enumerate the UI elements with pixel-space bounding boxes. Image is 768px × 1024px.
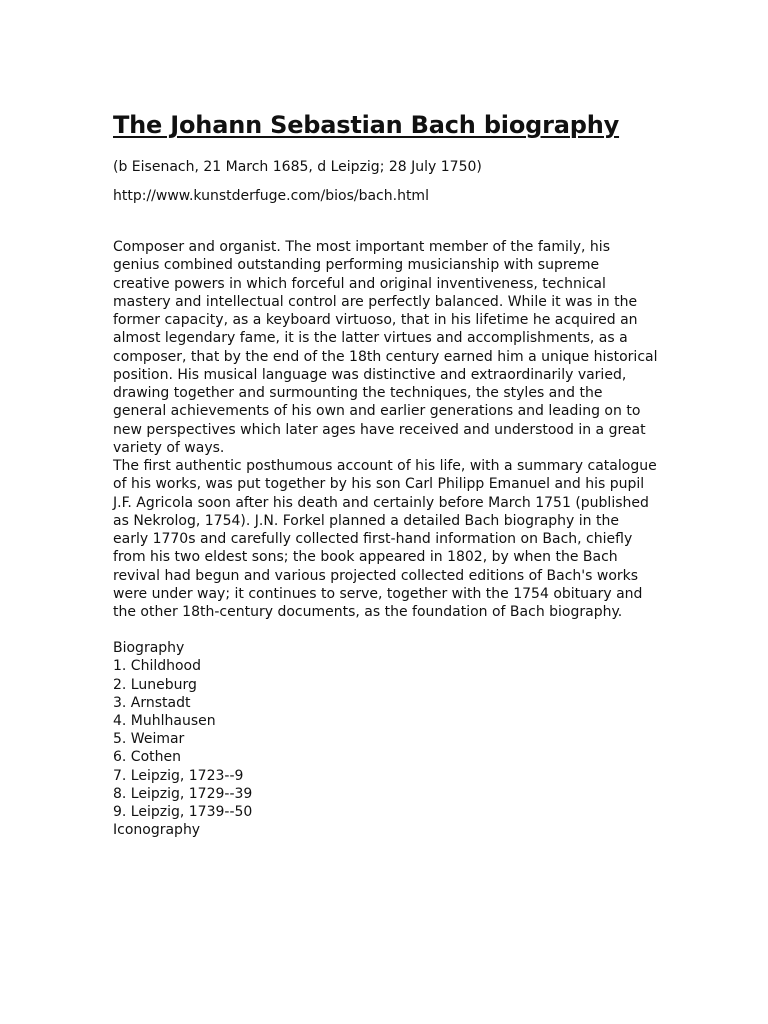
- toc-item: 4. Muhlhausen: [113, 713, 216, 730]
- paragraph-sources: The first authentic posthumous account of his life, with a summary catalogue of his works, was put together by his son Carl Philipp Emanuel and his pupil J.F. Agricola soon after his death and certainly before March 1751 (published as Nekrolog, 1754). J.N. Forkel planned a detailed Bach biography in the early 1770s and carefully collected first-hand information on Bach, chiefly from his two eldest sons; the book appeared in 1802, by when the Bach revival had begun and various projected collected editions of Bach's works were under way; it continues to serve, together with the 1754 obituary and the other 18th-century documents, as the foundation of Bach biography.: [113, 458, 657, 620]
- source-url: http://www.kunstderfuge.com/bios/bach.html: [113, 188, 429, 204]
- toc-item: 3. Arnstadt: [113, 694, 191, 711]
- table-of-contents: [113, 639, 658, 839]
- toc-item: 7. Leipzig, 1723--9: [113, 767, 244, 784]
- toc-item: 1. Childhood: [113, 658, 202, 675]
- paragraph-intro: Composer and organist. The most important member of the family, his genius combined outstanding performing musicianship with supreme creative powers in which forceful and original inventiveness, technical mastery and intellectual control are perfectly balanced. While it was in the former capacity, as a keyboard virtuoso, that in his lifetime he acquired an almost legendary fame, it is the latter virtues and accomplishments, as a composer, that by the end of the 18th century earned him a unique historical position. His musical language was distinctive and extraordinarily varied, drawing together and surmounting the techniques, the styles and the general achievements of his own and earlier generations and leading on to new perspectives which later ages have received and understood in a great variety of ways.: [113, 239, 658, 456]
- toc-footer: Iconography: [113, 822, 201, 839]
- document-page: [113, 108, 658, 839]
- birth-death-dates: (b Eisenach, 21 March 1685, d Leipzig; 28 July 1750): [113, 159, 482, 175]
- document-title: The Johann Sebastian Bach biography: [113, 111, 620, 139]
- toc-heading: Biography: [113, 640, 185, 657]
- toc-item: 6. Cothen: [113, 749, 181, 766]
- toc-item: 5. Weimar: [113, 731, 185, 748]
- toc-item: 8. Leipzig, 1729--39: [113, 785, 253, 802]
- toc-item: 2. Luneburg: [113, 676, 197, 693]
- toc-item: 9. Leipzig, 1739--50: [113, 804, 253, 821]
